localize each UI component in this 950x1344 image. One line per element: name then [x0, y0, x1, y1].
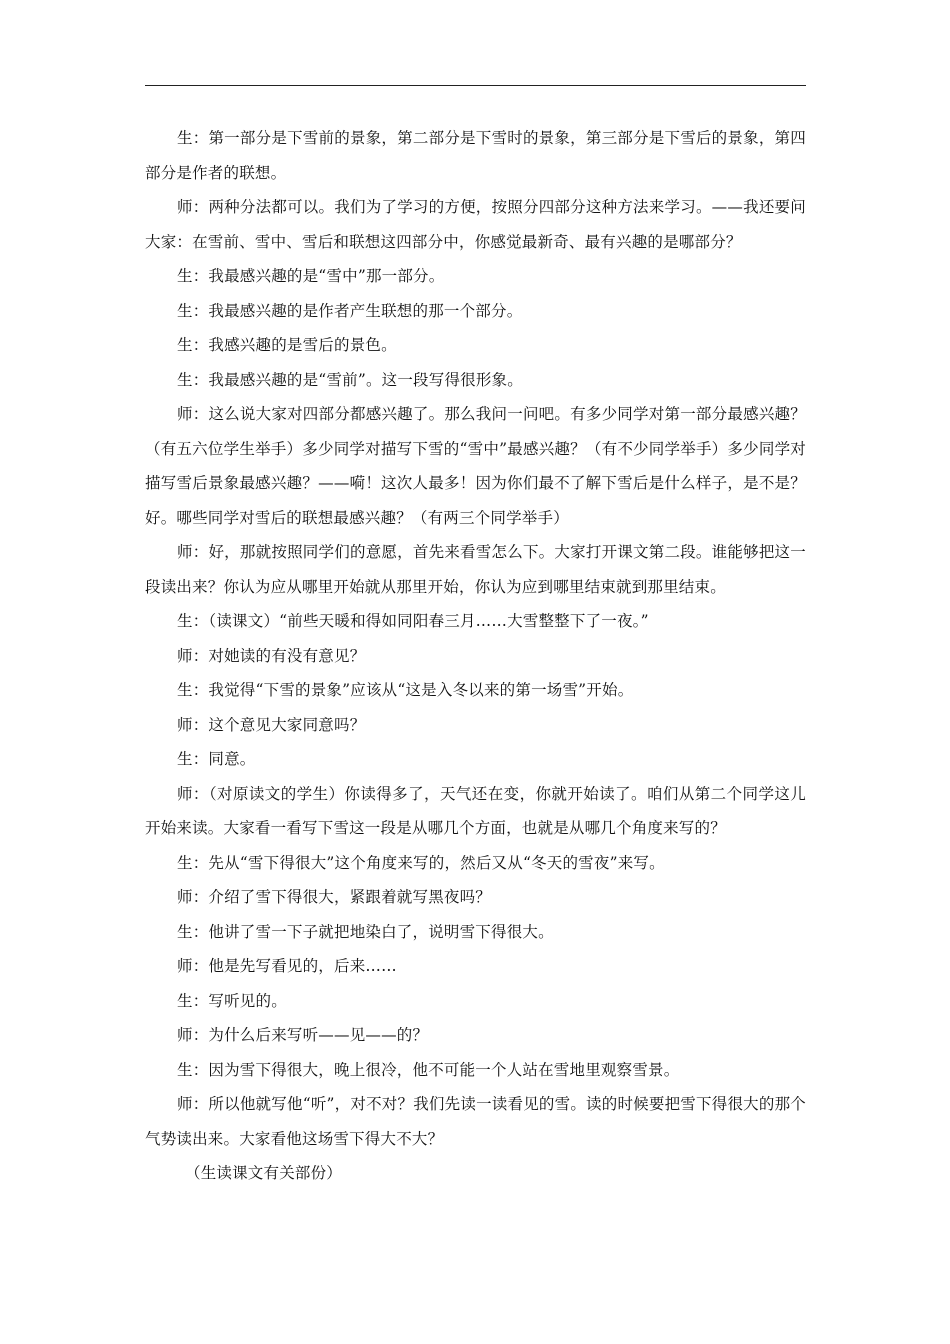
- paragraph: 生：我最感兴趣的是“雪中”那一部分。: [177, 267, 445, 285]
- paragraph: 师：这么说大家对四部分都感兴趣了。那么我问一问吧。有多少同学对第一部分最感兴趣？（有五六位学生举手）多少同学对描写下雪的“雪中”最感兴趣？（有不少同学举手）多少同学对描写雪后景象最感兴趣？——嗬！这次人最多！因为你们最不了解下雪后是什么样子，是不是？好。哪些同学对雪后的联想最感兴趣？（有两三个同学举手）: [145, 405, 806, 527]
- paragraph: 师：（对原读文的学生）你读得多了，天气还在变，你就开始读了。咱们从第二个同学这儿开始来读。大家看一看写下雪这一段是从哪几个方面，也就是从哪几个角度来写的？: [145, 784, 806, 837]
- paragraph: 师：为什么后来写听——见——的？: [177, 1026, 429, 1044]
- paragraph: 师：两种分法都可以。我们为了学习的方便，按照分四部分这种方法来学习。——我还要问大家：在雪前、雪中、雪后和联想这四部分中，你感觉最新奇、最有兴趣的是哪部分？: [145, 198, 806, 251]
- paragraph: 生：先从“雪下得很大”这个角度来写的，然后又从“冬天的雪夜”来写。: [177, 853, 665, 872]
- paragraph: 师：好，那就按照同学们的意愿，首先来看雪怎么下。大家打开课文第二段。谁能够把这一段读出来？你认为应从哪里开始就从那里开始，你认为应到哪里结束就到那里结束。: [145, 543, 806, 596]
- paragraph: 师：所以他就写他“听”，对不对？我们先读一读看见的雪。读的时候要把雪下得很大的那个气势读出来。大家看他这场雪下得大不大？: [145, 1095, 806, 1148]
- paragraph: 师：这个意见大家同意吗？: [177, 715, 366, 734]
- lesson-transcript: [145, 121, 806, 1191]
- paragraph: 生：因为雪下得很大，晚上很冷，他不可能一个人站在雪地里观察雪景。: [177, 1060, 680, 1079]
- paragraph: 生：写听见的。: [177, 991, 287, 1010]
- paragraph: 师：他是先写看见的，后来……: [177, 957, 397, 975]
- paragraph: 师：对她读的有没有意见？: [177, 646, 366, 665]
- paragraph: 生：我感兴趣的是雪后的景色。: [177, 336, 397, 354]
- paragraph: 生：第一部分是下雪前的景象，第二部分是下雪时的景象，第三部分是下雪后的景象，第四部分是作者的联想。: [145, 129, 806, 182]
- paragraph: 生：我最感兴趣的是“雪前”。这一段写得很形象。: [177, 370, 523, 389]
- paragraph: 生：他讲了雪一下子就把地染白了，说明雪下得很大。: [177, 922, 554, 941]
- header-rule: [145, 85, 806, 86]
- paragraph: 生：我最感兴趣的是作者产生联想的那一个部分。: [177, 301, 523, 320]
- stage-direction: （生读课文有关部份）: [185, 1164, 343, 1182]
- paragraph: 生：同意。: [177, 750, 256, 768]
- paragraph: 生：我觉得“下雪的景象”应该从“这是入冬以来的第一场雪”开始。: [177, 681, 634, 699]
- paragraph: 生：（读课文）“前些天暖和得如同阳春三月……大雪整整下了一夜。”: [177, 612, 649, 630]
- paragraph: 师：介绍了雪下得很大，紧跟着就写黑夜吗？: [177, 888, 492, 906]
